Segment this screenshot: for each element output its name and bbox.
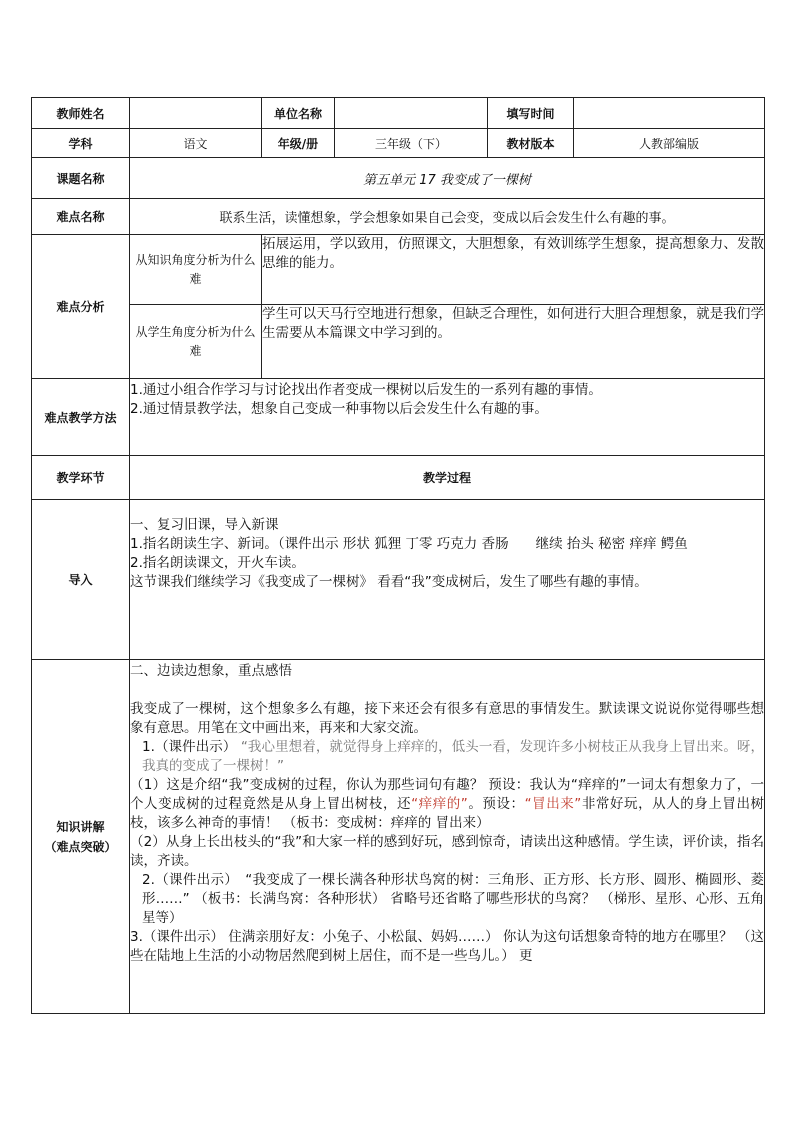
edition-value: 人教部编版 — [574, 129, 765, 158]
header-row-2 — [32, 129, 765, 158]
difficulty-value: 联系生活，读懂想象，学会想象如果自己会变，变成以后会发生什么有趣的事。 — [130, 199, 765, 235]
grade-label: 年级/册 — [262, 129, 335, 158]
edition-label: 教材版本 — [488, 129, 574, 158]
question-1-prefix: 1.（课件出示） — [142, 739, 237, 755]
student-angle-label: 从学生角度分析为什么难 — [130, 305, 262, 379]
method-item: 2.通过情景教学法，想象自己变成一种事物以后会发生什么有趣的事。 — [130, 401, 548, 417]
method-label: 难点教学方法 — [32, 379, 130, 456]
knowledge-label-sub: （难点突破） — [44, 839, 117, 854]
grade-value: 三年级（下） — [335, 129, 488, 158]
intro-line-2: 2.指名朗读课文，开火车读。 — [130, 555, 305, 571]
knowledge-angle-text: 拓展运用，学以致用，仿照课文，大胆想象，有效训练学生想象，提高想象力、发散思维的能力。 — [262, 235, 765, 305]
teacher-name-label: 教师姓名 — [32, 98, 130, 129]
question-1 — [130, 738, 764, 776]
knowledge-intro: 我变成了一棵树，这个想象多么有趣，接下来还会有很多有意思的事情发生。默读课文说说你觉得哪些想象有意思。用笔在文中画出来，再来和大家交流。 — [130, 701, 764, 736]
unit-name-label: 单位名称 — [262, 98, 335, 129]
process-column-header: 教学过程 — [130, 456, 765, 500]
intro-content — [130, 500, 765, 660]
analysis-knowledge-row — [32, 235, 765, 305]
lesson-title-value: 第五单元 17 我变成了一棵树 — [130, 158, 765, 199]
highlight-itchy: “痒痒的” — [411, 796, 468, 812]
process-header-row — [32, 456, 765, 500]
question-1-analysis: （1）这是介绍“我”变成树的过程，你认为那些词句有趣？ 预设：我认为“痒痒的”一词太有想象力了，一个人变成树的过程竟然是从身上冒出树枝，还“痒痒的”。预设：“冒出来”非常好玩，从人的身上冒出树枝，该多么神奇的事情！ （板书：变成树：痒痒的 冒出来） — [130, 777, 765, 831]
intro-line-3: 这节课我们继续学习《我变成了一棵树》 看看“我”变成树后，发生了哪些有趣的事情。 — [130, 574, 648, 590]
question-1-reading: （2）从身上长出枝头的“我”和大家一样的感到好玩，感到惊奇，请读出这种感情。学生读，评价读，指名读，齐读。 — [130, 834, 764, 869]
intro-heading: 一、复习旧课，导入新课 — [130, 517, 279, 533]
lesson-title-row — [32, 158, 765, 199]
question-2: 2.（课件出示） “我变成了一棵长满各种形状鸟窝的树：三角形、正方形、长方形、圆形、椭圆形、菱形……” （板书：长满鸟窝：各种形状） 省略号还省略了哪些形状的鸟窝？ （梯形、星形、心形、五角星等） — [142, 872, 764, 926]
intro-stage-label: 导入 — [32, 500, 130, 660]
knowledge-heading: 二、边读边想象，重点感悟 — [130, 663, 292, 679]
knowledge-label-main: 知识讲解 — [56, 819, 105, 834]
analysis-label: 难点分析 — [32, 235, 130, 379]
lesson-plan-table — [31, 97, 765, 1014]
header-row-1 — [32, 98, 765, 129]
subject-value: 语文 — [130, 129, 262, 158]
question-3: 3.（课件出示） 住满亲朋好友：小兔子、小松鼠、妈妈……） 你认为这句话想象奇特的地方在哪里？ （这些在陆地上生活的小动物居然爬到树上居住，而不是一些鸟儿。） 更 — [130, 929, 764, 964]
teacher-name-value — [130, 98, 262, 129]
knowledge-stage-label — [32, 660, 130, 1014]
intro-row — [32, 500, 765, 660]
difficulty-row — [32, 199, 765, 235]
lesson-title-label: 课题名称 — [32, 158, 130, 199]
stage-column-header: 教学环节 — [32, 456, 130, 500]
analysis-student-row — [32, 305, 765, 379]
knowledge-row — [32, 660, 765, 1014]
knowledge-content — [130, 660, 765, 1014]
knowledge-angle-label: 从知识角度分析为什么难 — [130, 235, 262, 305]
fill-date-value — [574, 98, 765, 129]
question-1-quote: “我心里想着，就觉得身上痒痒的，低头一看，发现许多小树枝正从我身上冒出来。呀，我真的变成了一棵树！” — [142, 739, 764, 774]
unit-name-value — [335, 98, 488, 129]
student-angle-text: 学生可以天马行空地进行想象，但缺乏合理性，如何进行大胆合理想象，就是我们学生需要从本篇课文中学习到的。 — [262, 305, 765, 379]
subject-label: 学科 — [32, 129, 130, 158]
highlight-sprout: “冒出来” — [524, 796, 582, 812]
method-row — [32, 379, 765, 456]
fill-date-label: 填写时间 — [488, 98, 574, 129]
difficulty-label: 难点名称 — [32, 199, 130, 235]
method-list — [130, 379, 765, 456]
intro-line-1: 1.指名朗读生字、新词。（课件出示 形状 狐狸 丁零 巧克力 香肠 继续 抬头 秘密 痒痒 鳄鱼 — [130, 536, 688, 552]
method-item: 1.通过小组合作学习与讨论找出作者变成一棵树以后发生的一系列有趣的事情。 — [130, 382, 602, 398]
